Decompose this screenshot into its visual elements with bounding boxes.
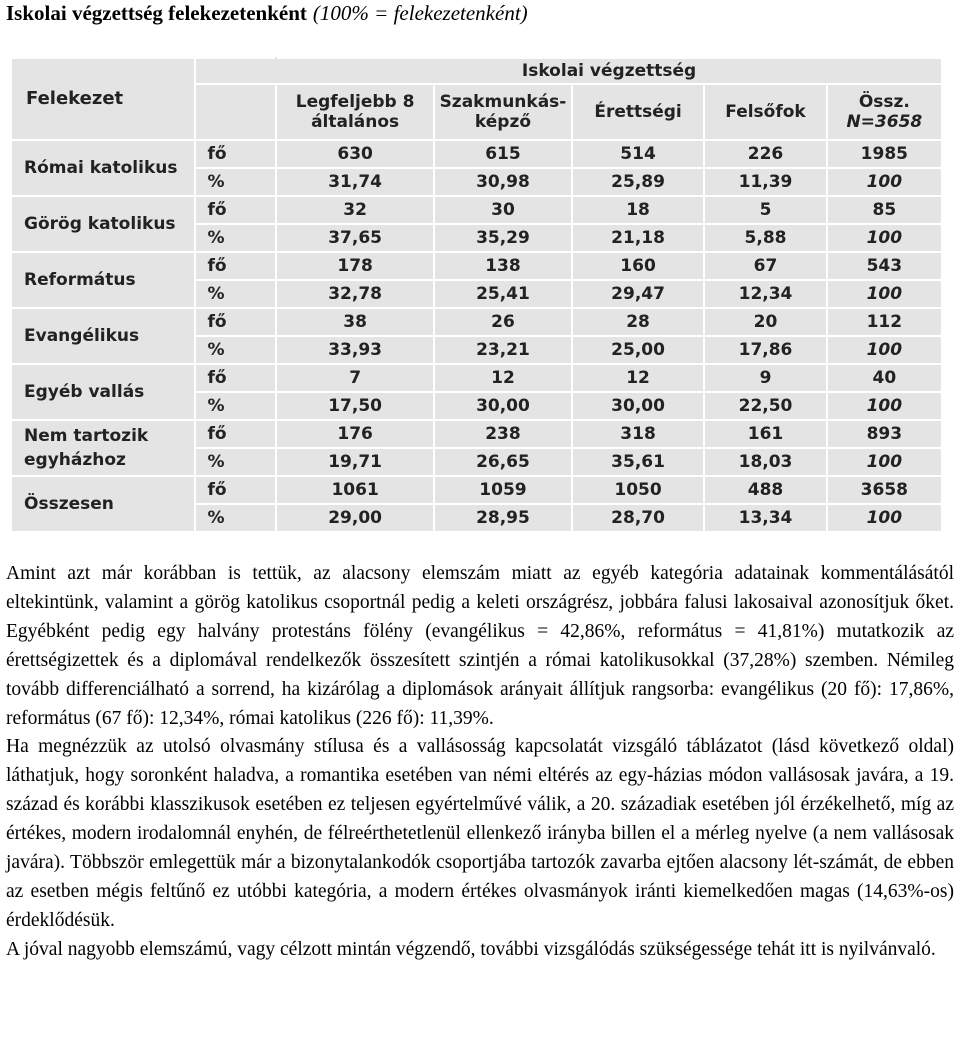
column-header-spacer bbox=[195, 84, 277, 140]
value-cell: 25,00 bbox=[572, 336, 705, 364]
unit-cell: fő bbox=[195, 364, 277, 392]
unit-cell: % bbox=[195, 224, 277, 252]
total-cell: 100 bbox=[827, 392, 942, 420]
value-cell: 28,95 bbox=[434, 504, 572, 532]
total-cell: 100 bbox=[827, 336, 942, 364]
total-cell: 85 bbox=[827, 196, 942, 224]
value-cell: 514 bbox=[572, 140, 705, 168]
value-cell: 20 bbox=[704, 308, 826, 336]
total-cell: 543 bbox=[827, 252, 942, 280]
paragraph: A jóval nagyobb elemszámú, vagy célzott mintán végzendő, további vizsgálódás szükségessége tehát itt is nyilvánvaló. bbox=[6, 938, 936, 960]
title-main: Iskolai végzettség felekezetenként bbox=[6, 1, 307, 25]
denomination-label: Görög katolikus bbox=[11, 196, 195, 252]
value-cell: 30,00 bbox=[572, 392, 705, 420]
value-cell: 11,39 bbox=[704, 168, 826, 196]
value-cell: 28,70 bbox=[572, 504, 705, 532]
denomination-label: Nem tartozik egyházhoz bbox=[11, 420, 195, 476]
value-cell: 5,88 bbox=[704, 224, 826, 252]
denomination-label: Református bbox=[11, 252, 195, 308]
total-cell: 1985 bbox=[827, 140, 942, 168]
value-cell: 32 bbox=[276, 196, 434, 224]
table-row bbox=[11, 140, 942, 168]
value-cell: 160 bbox=[572, 252, 705, 280]
value-cell: 17,50 bbox=[276, 392, 434, 420]
title-note: (100% = felekezetenként) bbox=[312, 1, 528, 25]
value-cell: 29,00 bbox=[276, 504, 434, 532]
value-cell: 13,34 bbox=[704, 504, 826, 532]
body-text bbox=[6, 560, 954, 965]
value-cell: 1050 bbox=[572, 476, 705, 504]
value-cell: 18,03 bbox=[704, 448, 826, 476]
value-cell: 18 bbox=[572, 196, 705, 224]
value-cell: 28 bbox=[572, 308, 705, 336]
value-cell: 25,89 bbox=[572, 168, 705, 196]
denomination-label: Evangélikus bbox=[11, 308, 195, 364]
total-cell: 100 bbox=[827, 280, 942, 308]
value-cell: 35,29 bbox=[434, 224, 572, 252]
unit-cell: fő bbox=[195, 140, 277, 168]
total-cell: 100 bbox=[827, 168, 942, 196]
value-cell: 178 bbox=[276, 252, 434, 280]
value-cell: 19,71 bbox=[276, 448, 434, 476]
table-body bbox=[11, 58, 942, 532]
value-cell: 30 bbox=[434, 196, 572, 224]
col-header-secondary: Érettségi bbox=[572, 84, 705, 140]
value-cell: 67 bbox=[704, 252, 826, 280]
unit-cell: % bbox=[195, 336, 277, 364]
value-cell: 615 bbox=[434, 140, 572, 168]
group-header-spacer bbox=[195, 58, 277, 84]
total-cell: 100 bbox=[827, 448, 942, 476]
unit-cell: fő bbox=[195, 476, 277, 504]
unit-cell: % bbox=[195, 392, 277, 420]
value-cell: 1059 bbox=[434, 476, 572, 504]
value-cell: 17,86 bbox=[704, 336, 826, 364]
table-row bbox=[11, 364, 942, 392]
table-row bbox=[11, 420, 942, 448]
unit-cell: fő bbox=[195, 308, 277, 336]
value-cell: 37,65 bbox=[276, 224, 434, 252]
total-cell: 3658 bbox=[827, 476, 942, 504]
total-cell: 893 bbox=[827, 420, 942, 448]
unit-cell: % bbox=[195, 504, 277, 532]
denomination-label: Összesen bbox=[11, 476, 195, 532]
value-cell: 31,74 bbox=[276, 168, 434, 196]
unit-cell: fő bbox=[195, 252, 277, 280]
value-cell: 26,65 bbox=[434, 448, 572, 476]
group-header-row bbox=[11, 58, 942, 84]
value-cell: 25,41 bbox=[434, 280, 572, 308]
value-cell: 38 bbox=[276, 308, 434, 336]
value-cell: 30,98 bbox=[434, 168, 572, 196]
value-cell: 32,78 bbox=[276, 280, 434, 308]
table-row bbox=[11, 476, 942, 504]
unit-cell: % bbox=[195, 280, 277, 308]
col-header-total: Össz. N=3658 bbox=[827, 84, 942, 140]
group-header-education: Iskolai végzettség bbox=[276, 58, 942, 84]
value-cell: 12,34 bbox=[704, 280, 826, 308]
value-cell: 5 bbox=[704, 196, 826, 224]
table-row bbox=[11, 252, 942, 280]
value-cell: 12 bbox=[572, 364, 705, 392]
paragraph: Ha megnézzük az utolsó olvasmány stílusa és a vallásosság kapcsolatát vizsgáló táblázatot (lásd következő oldal) láthatjuk, hogy soronként haladva, a romantika esetében van némi eltérés az egy-házias módon vallásosak javára, a 19. század és korábbi klasszikusok esetében ez teljesen egyértelművé válik, a 20. századiak esetében jól érzékelhető, míg az értékes, modern irodalomnál enyhén, de félreérthetetlenül ellenkező irányba billen el a mérleg nyelve (a nem vallásosak javára). Többször emlegettük már a bizonytalankodók csoportjába tartozók zavarba ejtően alacsony lét-számát, de ebben az esetben mégis feltűnő ez utóbbi kategória, a modern értékes olvasmányok iránti kiemelkedően magas (14,63%-os) érdeklődésük. bbox=[6, 736, 954, 931]
value-cell: 22,50 bbox=[704, 392, 826, 420]
value-cell: 161 bbox=[704, 420, 826, 448]
table-row bbox=[11, 308, 942, 336]
col-header-higher: Felsőfok bbox=[704, 84, 826, 140]
unit-cell: % bbox=[195, 168, 277, 196]
value-cell: 26 bbox=[434, 308, 572, 336]
col-header-vocational: Szakmunkás- képző bbox=[434, 84, 572, 140]
value-cell: 138 bbox=[434, 252, 572, 280]
value-cell: 488 bbox=[704, 476, 826, 504]
value-cell: 33,93 bbox=[276, 336, 434, 364]
unit-cell: fő bbox=[195, 420, 277, 448]
total-cell: 100 bbox=[827, 224, 942, 252]
total-cell: 40 bbox=[827, 364, 942, 392]
unit-cell: fő bbox=[195, 196, 277, 224]
col-header-max8: Legfeljebb 8 általános bbox=[276, 84, 434, 140]
table-row bbox=[11, 196, 942, 224]
value-cell: 226 bbox=[704, 140, 826, 168]
denomination-label: Római katolikus bbox=[11, 140, 195, 196]
value-cell: 9 bbox=[704, 364, 826, 392]
total-cell: 100 bbox=[827, 504, 942, 532]
value-cell: 12 bbox=[434, 364, 572, 392]
value-cell: 30,00 bbox=[434, 392, 572, 420]
value-cell: 630 bbox=[276, 140, 434, 168]
total-cell: 112 bbox=[827, 308, 942, 336]
value-cell: 35,61 bbox=[572, 448, 705, 476]
paragraph: Amint azt már korábban is tettük, az alacsony elemszám miatt az egyéb kategória adatainak kommentálásától eltekintünk, valamint a görög katolikus csoportnál pedig a keleti országrész, jobbára falusi lakosaival azonosítjuk őket. Egyébként pedig egy halvány protestáns fölény (evangélikus = 42,86%, református = 41,81%) mutatkozik az érettségizettek és a diplomával rendelkezők összesített szintjén a római katolikusokkal (37,28%) szemben. Némileg tovább differenciálható a sorrend, ha kizárólag a diplomások arányait állítjuk rangsorba: evangélikus (20 fő): 17,86%, református (67 fő): 12,34%, római katolikus (226 fő): 11,39%. bbox=[6, 563, 954, 729]
row-header-denomination: Felekezet bbox=[11, 58, 195, 140]
unit-cell: % bbox=[195, 448, 277, 476]
value-cell: 1061 bbox=[276, 476, 434, 504]
value-cell: 318 bbox=[572, 420, 705, 448]
value-cell: 29,47 bbox=[572, 280, 705, 308]
education-table-container bbox=[10, 57, 943, 527]
value-cell: 21,18 bbox=[572, 224, 705, 252]
denomination-label: Egyéb vallás bbox=[11, 364, 195, 420]
education-by-denomination-table bbox=[10, 57, 943, 533]
value-cell: 176 bbox=[276, 420, 434, 448]
value-cell: 23,21 bbox=[434, 336, 572, 364]
page-title bbox=[6, 0, 528, 26]
value-cell: 238 bbox=[434, 420, 572, 448]
value-cell: 7 bbox=[276, 364, 434, 392]
